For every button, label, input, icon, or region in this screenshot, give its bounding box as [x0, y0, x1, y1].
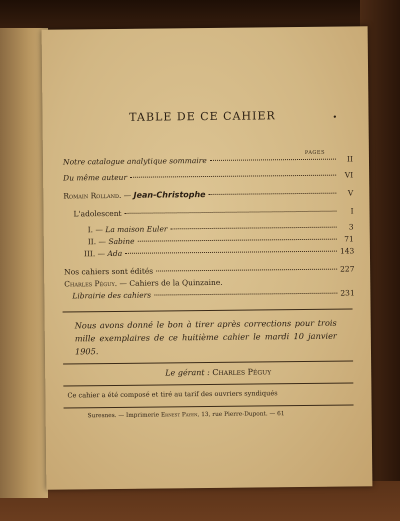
dot-leader [154, 293, 337, 296]
dot-leader [125, 251, 337, 254]
toc-entry-jean-christophe: Romain Rolland. — Jean-Christophe V [63, 188, 354, 201]
union-printing-line: Ce cahier a été composé et tiré au tarif des ouvriers syndiqués [67, 389, 278, 400]
page-content [42, 26, 373, 489]
book-page [42, 26, 373, 489]
toc-entry-librairie: Librairie des cahiers 231 [72, 288, 355, 301]
divider-rule [64, 404, 354, 408]
gerant-line: Le gérant : Charles Péguy [165, 367, 272, 378]
toc-entry-sabine: II. — Sabine 71 [87, 234, 354, 247]
dot-leader [125, 211, 337, 214]
dot-leader [130, 175, 336, 178]
toc-entry-adolescent: L'adolescent I [73, 206, 354, 219]
printing-note: Nous avons donné le bon à tirer après corrections pour trois mille exemplaires de ce huitième cahier le mardi 10 janvier 1905. [74, 317, 337, 357]
dot-leader [210, 159, 336, 161]
toc-entry-peguy-heading: Charles Péguy. — Cahiers de la Quinzaine. [64, 277, 223, 289]
dot-leader [137, 239, 336, 242]
divider-rule [63, 360, 353, 364]
dot-leader [156, 269, 337, 272]
toc-entry-catalogue: Notre catalogue analytique sommaire II [62, 154, 354, 167]
printer-imprint: Suresnes. — Imprimerie Ernest Payen, 13, rue Pierre-Dupont. — 61 [87, 411, 285, 420]
toc-entry-ada: III. — Ada 143 [83, 246, 355, 259]
ornament-dot: • [332, 112, 338, 122]
divider-rule [63, 382, 353, 386]
toc-entry-maison-euler: I. — La maison Euler 3 [87, 222, 354, 235]
dot-leader [170, 227, 336, 230]
divider-rule [63, 308, 353, 312]
dot-leader [209, 193, 337, 195]
page-title: TABLE DE CE CAHIER [129, 109, 276, 124]
pages-column-header: PAGES [304, 149, 326, 156]
facing-page-edge [0, 28, 48, 498]
toc-entry-cahiers-edites: Nos cahiers sont édités 227 [64, 264, 355, 277]
toc-entry-meme-auteur: Du même auteur VI [63, 170, 354, 183]
